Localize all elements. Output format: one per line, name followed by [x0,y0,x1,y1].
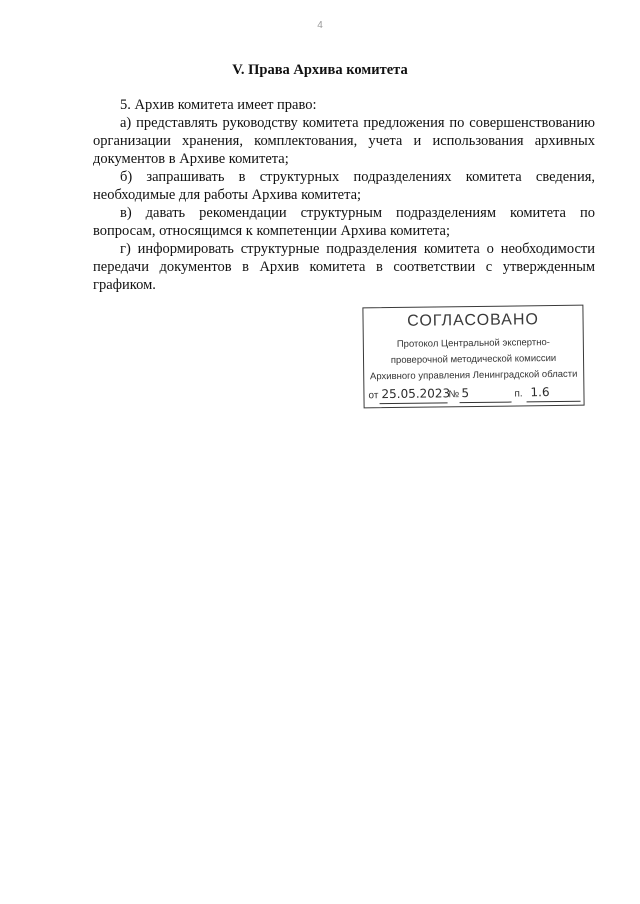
paragraph-d: г) информировать структурные подразделения комитета о необходимости передачи документов в Архив комитета в соответствии с утвержденным графиком. [93,241,595,293]
stamp-item-underline [527,401,581,403]
paragraph-intro: 5. Архив комитета имеет право: [120,97,317,113]
document-body [93,96,595,294]
stamp-text-line-1: Протокол Центральной экспертно- [396,337,550,350]
stamp-item-value: 1.6 [530,385,550,400]
paragraph-b: б) запрашивать в структурных подразделениях комитета сведения, необходимые для работы Архива комитета; [93,169,595,203]
stamp-date-row [368,386,579,405]
stamp-number-underline [460,402,512,404]
section-title: V. Права Архива комитета [232,62,408,78]
stamp-date-prefix: от [368,390,379,402]
paragraph-c: в) давать рекомендации структурным подразделениям комитета по вопросам, относящимся к компетенции Архива комитета; [93,205,595,239]
stamp-number-prefix: № [448,389,460,401]
page-number: 4 [317,20,323,31]
stamp-item-prefix: п. [514,388,523,400]
stamp-date-underline [380,402,448,404]
stamp-title: СОГЛАСОВАНО [407,311,540,330]
stamp-text-line-3: Архивного управления Ленинградской области [369,368,578,383]
paragraph-a: а) представлять руководству комитета предложения по совершенствованию организации хранения, комплектования, учета и использования архивных документов в Архиве комитета; [93,115,595,167]
stamp-text-line-2: проверочной методической комиссии [390,352,557,367]
stamp-number-value: 5 [461,386,470,401]
approval-stamp [362,305,584,409]
stamp-date-value: 25.05.2023 [381,386,451,402]
